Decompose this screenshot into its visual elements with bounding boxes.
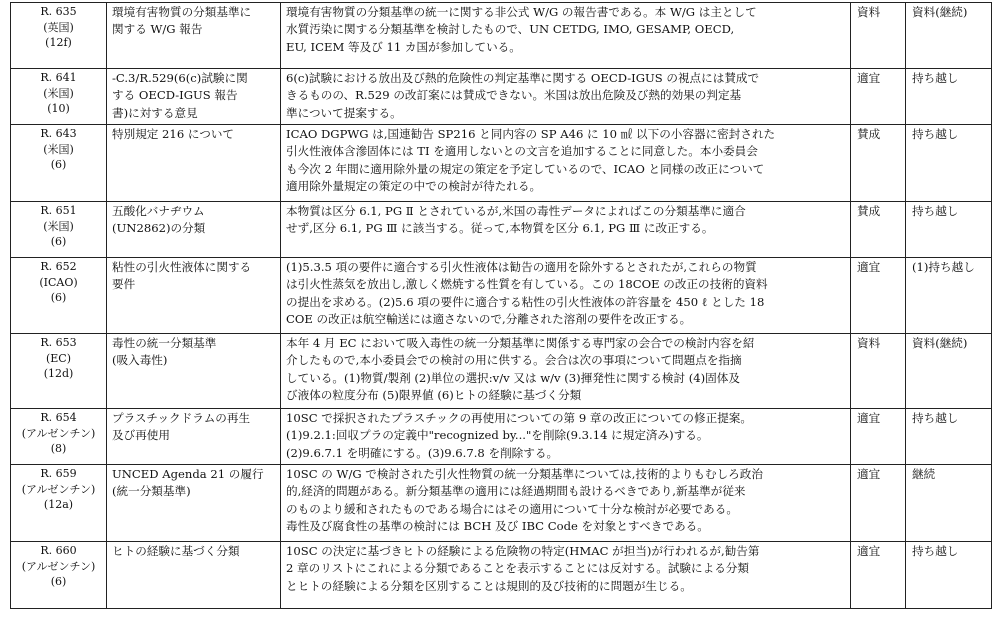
document-id-cell-line: (6) [50, 575, 67, 589]
document-id-cell [11, 334, 107, 409]
table-row [11, 69, 992, 125]
summary-cell-line: 6(c)試験における放出及び熱的危険性の判定基準に関する OECD-IGUS の視点には賛成で [286, 71, 760, 85]
summary-cell-line: の提出を求める。(2)5.6 項の要件に適合する粘性の引火性液体の許容量を 450 ℓ とした 18 [286, 294, 765, 309]
document-id-cell [11, 3, 107, 69]
recommendation-cell: 資料 [851, 334, 906, 409]
action-cell: 持ち越し [906, 409, 992, 465]
document-id-cell-line: R. 635 [40, 5, 77, 18]
title-cell-line: 五酸化バナヂウム [112, 204, 205, 218]
document-id-cell-line: R. 641 [40, 71, 77, 84]
summary-cell-line: 準について提案する。 [286, 105, 402, 120]
title-cell-line: 粘性の引火性液体に関する [112, 260, 252, 274]
summary-cell-line: 的,経済的問題がある。新分類基準の適用には経過期間も設けるべきであり,新基準が従来 [286, 484, 746, 499]
document-id-cell-line: R. 654 [40, 411, 77, 424]
summary-cell-line: とヒトの経験による分類を区別することは規則的及び技術的に問題が生じる。 [286, 578, 692, 593]
title-cell-line: プラスチックドラムの再生 [112, 411, 251, 425]
summary-cell-line: している。(1)物質/製剤 (2)単位の選択:v/v 又は w/v (3)揮発性に関する検討 (4)固体及 [286, 370, 740, 385]
summary-cell-line: 水質汚染に関する分類基準を検討したもので、UN CETDG, IMO, GESAMP, OECD, [286, 22, 735, 37]
recommendation-cell: 適宜 [851, 409, 906, 465]
recommendation-cell: 適宜 [851, 465, 906, 542]
document-id-cell [11, 258, 107, 334]
document-id-cell-line: R. 653 [40, 336, 77, 349]
title-cell-line: ヒトの経験に基づく分類 [112, 544, 240, 558]
summary-cell-line: 毒性及び腐食性の基準の検討には BCH 及び IBC Code を対象とすべきである。 [286, 519, 709, 534]
document-id-cell-line: (6) [50, 158, 67, 172]
table-row [11, 202, 992, 258]
summary-cell [281, 334, 851, 409]
summary-cell [281, 3, 851, 69]
document-id-cell-line: (米国) [43, 219, 74, 233]
title-cell [107, 3, 281, 69]
summary-cell-line: も今次 2 年間に適用除外量の規定の策定を予定しているので、ICAO と同様の改正について [286, 161, 765, 176]
recommendation-cell: 適宜 [851, 258, 906, 334]
summary-cell-line: 介したもので,本小委員会での検討の用に供する。会合は次の事項について問題点を指摘 [286, 353, 742, 368]
title-cell-line: 環境有害物質の分類基準に [112, 5, 252, 19]
document-id-cell-line: (アルゼンチン) [21, 426, 96, 440]
document-id-cell-line: (アルゼンチン) [21, 482, 96, 496]
document-id-cell-line: (EC) [45, 351, 72, 365]
summary-cell-line: 10SC の決定に基づきヒトの経験による危険物の特定(HMAC が担当)が行われるが,勧告第 [286, 544, 760, 558]
title-cell-line: 書)に対する意見 [112, 105, 198, 120]
document-id-cell [11, 542, 107, 609]
summary-cell-line: (2)9.6.7.1 を明確にする。(3)9.6.7.8 を削除する。 [286, 445, 559, 460]
table-row [11, 542, 992, 609]
title-cell-line: (UN2862)の分類 [112, 221, 206, 236]
summary-cell [281, 258, 851, 334]
document-id-cell-line: (米国) [43, 142, 74, 156]
document-id-cell-line: (12f) [45, 36, 72, 50]
title-cell-line: UNCED Agenda 21 の履行 [112, 467, 264, 481]
summary-cell-line: び液体の粒度分布 (5)限界値 (6)ヒトの経験に基づく分類 [286, 388, 582, 403]
title-cell-line: (統一分類基準) [112, 484, 191, 499]
summary-cell-line: 本物質は区分 6.1, PG Ⅱ とされているが,米国の毒性データによればこの分類基準に適合 [286, 204, 746, 218]
document-id-cell [11, 125, 107, 202]
document-id-cell [11, 69, 107, 125]
title-cell-line: 関する W/G 報告 [112, 22, 203, 37]
document-id-cell-line: (英国) [43, 20, 74, 34]
document-id-cell-line: (12a) [43, 498, 74, 512]
table-body [11, 3, 992, 609]
title-cell [107, 69, 281, 125]
action-cell: 持ち越し [906, 69, 992, 125]
title-cell [107, 409, 281, 465]
table-row [11, 409, 992, 465]
document-id-cell-line: (6) [50, 235, 67, 249]
summary-cell-line: 適用除外量規定の策定の中での検討が待たれる。 [286, 179, 542, 194]
document-id-cell [11, 465, 107, 542]
document-id-cell-line: (米国) [43, 86, 74, 100]
title-cell [107, 334, 281, 409]
table-row [11, 334, 992, 409]
document-id-cell [11, 409, 107, 465]
document-id-cell-line: (10) [47, 102, 70, 116]
title-cell-line: (吸入毒性) [112, 353, 168, 368]
summary-cell-line: は引火性蒸気を放出し,激しく燃焼する性質を有している。この 18COE の改正の技術的資料 [286, 277, 768, 292]
summary-cell-line: 環境有害物質の分類基準の統一に関する非公式 W/G の報告書である。本 W/G は主として [286, 5, 757, 19]
summary-cell-line: (1)5.3.5 項の要件に適合する引火性液体は勧告の適用を除外するとされたが,これらの物質 [286, 260, 757, 274]
action-cell: 資料(継続) [906, 334, 992, 409]
title-cell-line: する OECD-IGUS 報告 [112, 88, 238, 103]
summary-cell-line: ICAO DGPWG は,国連勧告 SP216 と同内容の SP A46 に 10 ㎖ 以下の小容器に密封された [286, 127, 776, 141]
title-cell [107, 202, 281, 258]
summary-cell-line: COE の改正は航空輸送には適さないので,分離された溶剤の要件を改正する。 [286, 312, 692, 327]
summary-cell [281, 69, 851, 125]
summary-cell-line: 2 章のリストにこれによる分類であることを表示することには反対する。試験による分類 [286, 561, 749, 576]
recommendation-cell: 賛成 [851, 202, 906, 258]
recommendation-cell: 適宜 [851, 69, 906, 125]
document-id-cell-line: (ICAO) [39, 275, 78, 289]
summary-cell [281, 409, 851, 465]
title-cell-line: 毒性の統一分類基準 [112, 336, 217, 350]
document-id-cell-line: R. 643 [40, 127, 77, 140]
summary-cell-line: きるものの、R.529 の改訂案には賛成できない。米国は放出危険及び熱的効果の判定基 [286, 88, 742, 103]
title-cell [107, 125, 281, 202]
summary-cell-line: EU, ICEM 等及び 11 カ国が参加している。 [286, 39, 521, 54]
title-cell [107, 542, 281, 609]
title-cell-line: 特別規定 216 について [112, 127, 235, 141]
document-id-cell-line: (12d) [43, 367, 74, 381]
table-row [11, 465, 992, 542]
summary-cell-line: 本年 4 月 EC において吸入毒性の統一分類基準に関係する専門家の会合での検討内容を紹 [286, 336, 755, 350]
summary-cell-line: (1)9.2.1:回収プラの定義中"recognized by..."を削除(9.3.14 に規定済み)する。 [286, 428, 709, 443]
action-cell: 継続 [906, 465, 992, 542]
document-id-cell [11, 202, 107, 258]
document-id-cell-line: (8) [50, 442, 67, 456]
table-row [11, 258, 992, 334]
documents-table [10, 2, 992, 609]
summary-cell [281, 202, 851, 258]
recommendation-cell: 賛成 [851, 125, 906, 202]
table-row [11, 3, 992, 69]
summary-cell-line: 10SC の W/G で検討された引火性物質の統一分類基準については,技術的よりもむしろ政治 [286, 467, 763, 481]
summary-cell [281, 465, 851, 542]
title-cell-line: -C.3/R.529(6(c)試験に関 [112, 71, 248, 85]
recommendation-cell: 資料 [851, 3, 906, 69]
document-id-cell-line: R. 659 [40, 467, 77, 480]
title-cell-line: 要件 [112, 277, 136, 292]
document-id-cell-line: (6) [50, 291, 67, 305]
document-id-cell-line: R. 651 [40, 204, 77, 217]
summary-cell-line: のものより緩和されたものである場合にはその適用について十分な検討が必要である。 [286, 501, 738, 516]
action-cell: 持ち越し [906, 125, 992, 202]
action-cell: 資料(継続) [906, 3, 992, 69]
recommendation-cell: 適宜 [851, 542, 906, 609]
action-cell: 持ち越し [906, 202, 992, 258]
summary-cell-line: せず,区分 6.1, PG Ⅲ に該当する。従って,本物質を区分 6.1, PG Ⅲ に改正する。 [286, 221, 714, 236]
summary-cell [281, 125, 851, 202]
table-row [11, 125, 992, 202]
document-id-cell-line: R. 652 [40, 260, 77, 273]
summary-cell-line: 10SC で採択されたプラスチックの再使用についての第 9 章の改正についての修正提案。 [286, 411, 752, 425]
action-cell: 持ち越し [906, 542, 992, 609]
title-cell-line: 及び再使用 [112, 428, 170, 443]
title-cell [107, 258, 281, 334]
summary-cell [281, 542, 851, 609]
title-cell [107, 465, 281, 542]
action-cell: (1)持ち越し [906, 258, 992, 334]
summary-cell-line: 引火性液体含滲固体には TI を適用しないとの文言を追加することに同意した。本小委員会 [286, 144, 758, 159]
document-id-cell-line: R. 660 [40, 544, 77, 557]
document-id-cell-line: (アルゼンチン) [21, 559, 96, 573]
